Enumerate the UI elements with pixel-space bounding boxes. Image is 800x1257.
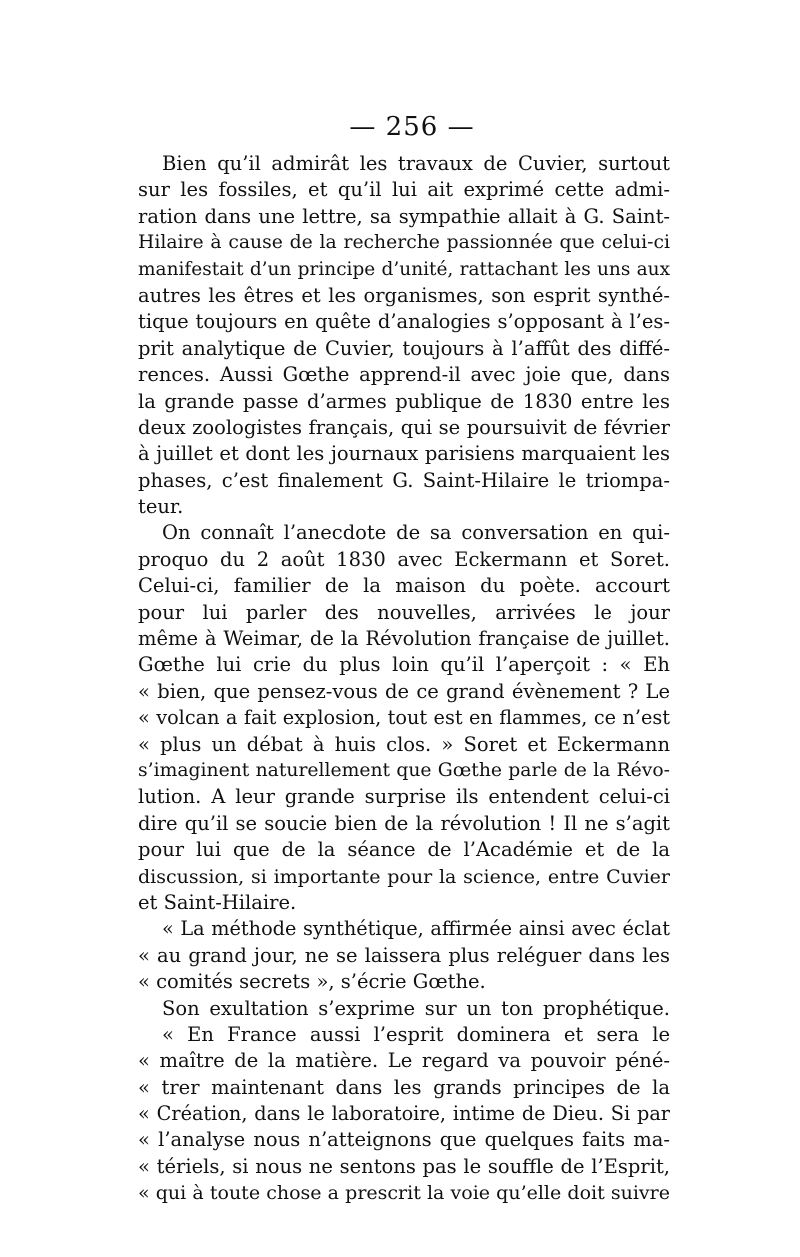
text-line: « tériels, si nous ne sentons pas le souffle de l’Esprit,: [138, 1154, 670, 1178]
text-line: autres les êtres et les organismes, son esprit synthé-: [138, 283, 670, 307]
text-line: Hilaire à cause de la recherche passionnée que celui-ci: [138, 232, 670, 254]
text-line: Son exultation s’exprime sur un ton prophétique.: [162, 996, 670, 1020]
body-text: [138, 151, 670, 1207]
text-line: « l’analyse nous n’atteignons que quelques faits ma-: [138, 1128, 670, 1152]
text-line: pour lui que de la séance de l’Académie et de la: [138, 838, 670, 862]
text-line: On connaît l’anecdote de sa conversation en qui-: [162, 521, 670, 545]
text-line: « volcan a fait explosion, tout est en flammes, ce n’est: [138, 706, 670, 730]
text-line: discussion, si importante pour la science, entre Cuvier: [138, 865, 670, 888]
text-line: teur.: [138, 495, 184, 519]
text-line: manifestait d’un principe d’unité, rattachant les uns aux: [138, 258, 670, 280]
page-number: — 256 —: [349, 112, 475, 142]
text-line: pour lui parler des nouvelles, arrivées le jour: [138, 600, 670, 624]
text-line: « La méthode synthétique, affirmée ainsi avec éclat: [162, 917, 670, 941]
text-line: lution. A leur grande surprise ils entendent celui-ci: [138, 785, 670, 809]
text-line: prit analytique de Cuvier, toujours à l’affût des diffé-: [138, 336, 670, 360]
text-line: la grande passe d’armes publique de 1830 entre les: [138, 389, 670, 413]
text-line: sur les fossiles, et qu’il lui ait exprimé cette admi-: [138, 178, 670, 202]
text-line: même à Weimar, de la Révolution française de juillet.: [138, 627, 670, 651]
text-line: proquo du 2 août 1830 avec Eckermann et Soret.: [138, 547, 670, 571]
text-line: Celui-ci, familier de la maison du poète. accourt: [138, 574, 670, 598]
text-line: « En France aussi l’esprit dominera et sera le: [162, 1022, 670, 1046]
text-line: s’imaginent naturellement que Gœthe parle de la Révo-: [138, 759, 670, 781]
text-line: phases, c’est finalement G. Saint-Hilaire le triompa-: [138, 468, 670, 492]
text-line: dire qu’il se soucie bien de la révolution ! Il ne s’agit: [138, 811, 670, 835]
text-line: et Saint-Hilaire.: [138, 890, 297, 914]
text-line: « comités secrets », s’écrie Gœthe.: [138, 970, 486, 994]
text-line: rences. Aussi Gœthe apprend-il avec joie que, dans: [138, 363, 670, 387]
text-line: deux zoologistes français, qui se poursuivit de février: [138, 415, 670, 439]
text-line: tique toujours en quête d’analogies s’opposant à l’es-: [138, 310, 670, 334]
text-line: Gœthe lui crie du plus loin qu’il l’aperçoit : « Eh: [138, 653, 670, 677]
text-line: « plus un débat à huis clos. » Soret et Eckermann: [138, 732, 670, 756]
text-line: « bien, que pensez-vous de ce grand évènement ? Le: [138, 679, 670, 703]
text-line: ration dans une lettre, sa sympathie allait à G. Saint-: [138, 204, 670, 228]
text-line: « Création, dans le laboratoire, intime de Dieu. Si par: [138, 1102, 670, 1126]
text-line: à juillet et dont les journaux parisiens marquaient les: [138, 442, 670, 466]
text-line: « qui à toute chose a prescrit la voie qu’elle doit suivre: [138, 1182, 670, 1205]
text-line: « au grand jour, ne se laissera plus reléguer dans les: [138, 943, 670, 967]
text-line: « maître de la matière. Le regard va pouvoir péné-: [138, 1049, 670, 1073]
text-line: Bien qu’il admirât les travaux de Cuvier, surtout: [162, 152, 670, 175]
text-line: « trer maintenant dans les grands principes de la: [138, 1075, 670, 1099]
